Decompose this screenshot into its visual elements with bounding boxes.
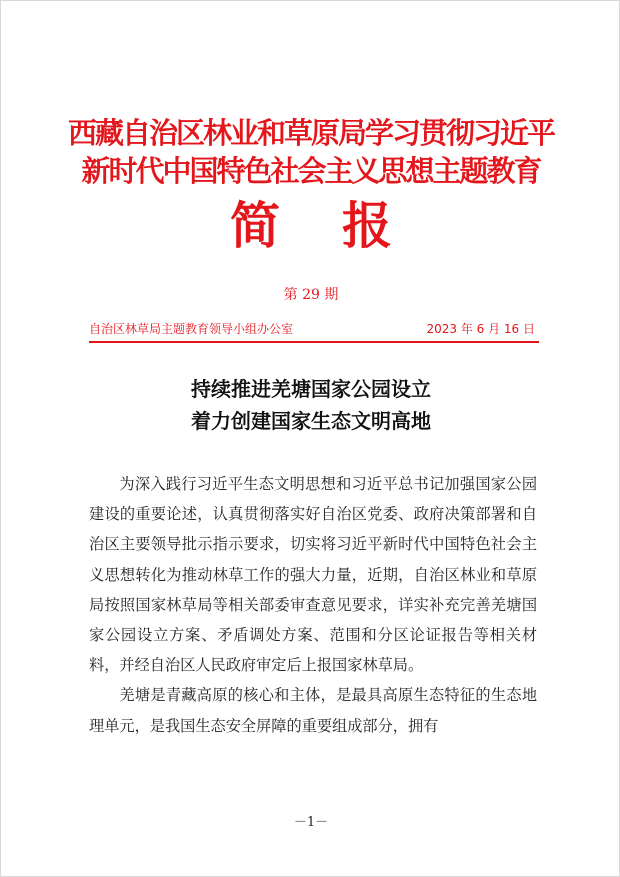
article-body xyxy=(89,469,537,769)
masthead-char-2: 报 xyxy=(342,196,392,255)
article-title-line-1: 持续推进羌塘国家公园设立 xyxy=(191,377,431,401)
bulletin-title-line-1: 西藏自治区林业和草原局学习贯彻习近平 xyxy=(67,116,554,150)
issuer-line xyxy=(89,323,539,341)
article-paragraph-1: 为深入践行习近平生态文明思想和习近平总书记加强国家公园建设的重要论述，认真贯彻落实好自治区党委、政府决策部署和自治区主要领导批示指示要求，切实将习近平新时代中国特色社会主义思想转化为推动林草工作的强大力量，近期，自治区林业和草原局按照国家林草局等相关部委审查意见要求，详实补充完善羌塘国家公园设立方案、矛盾调处方案、范围和分区论证报告等相关材料，并经自治区人民政府审定后上报国家林草局。 xyxy=(89,475,537,675)
issuing-office: 自治区林草局主题教育领导小组办公室 xyxy=(89,322,294,336)
page-number: －1－ xyxy=(293,815,329,830)
issue-date: 2023 年 6 月 16 日 xyxy=(426,322,535,336)
header-divider xyxy=(89,341,539,343)
bulletin-masthead xyxy=(1,196,620,255)
masthead-char-1: 简 xyxy=(230,196,280,255)
bulletin-title-line-2: 新时代中国特色社会主义思想主题教育 xyxy=(81,154,541,188)
article-paragraph-2: 羌塘是青藏高原的核心和主体，是最具高原生态特征的生态地理单元，是我国生态安全屏障的重要组成部分，拥有 xyxy=(89,686,537,735)
article-title-line-2: 着力创建国家生态文明高地 xyxy=(191,409,431,433)
issue-number: 第 29 期 xyxy=(283,287,339,303)
